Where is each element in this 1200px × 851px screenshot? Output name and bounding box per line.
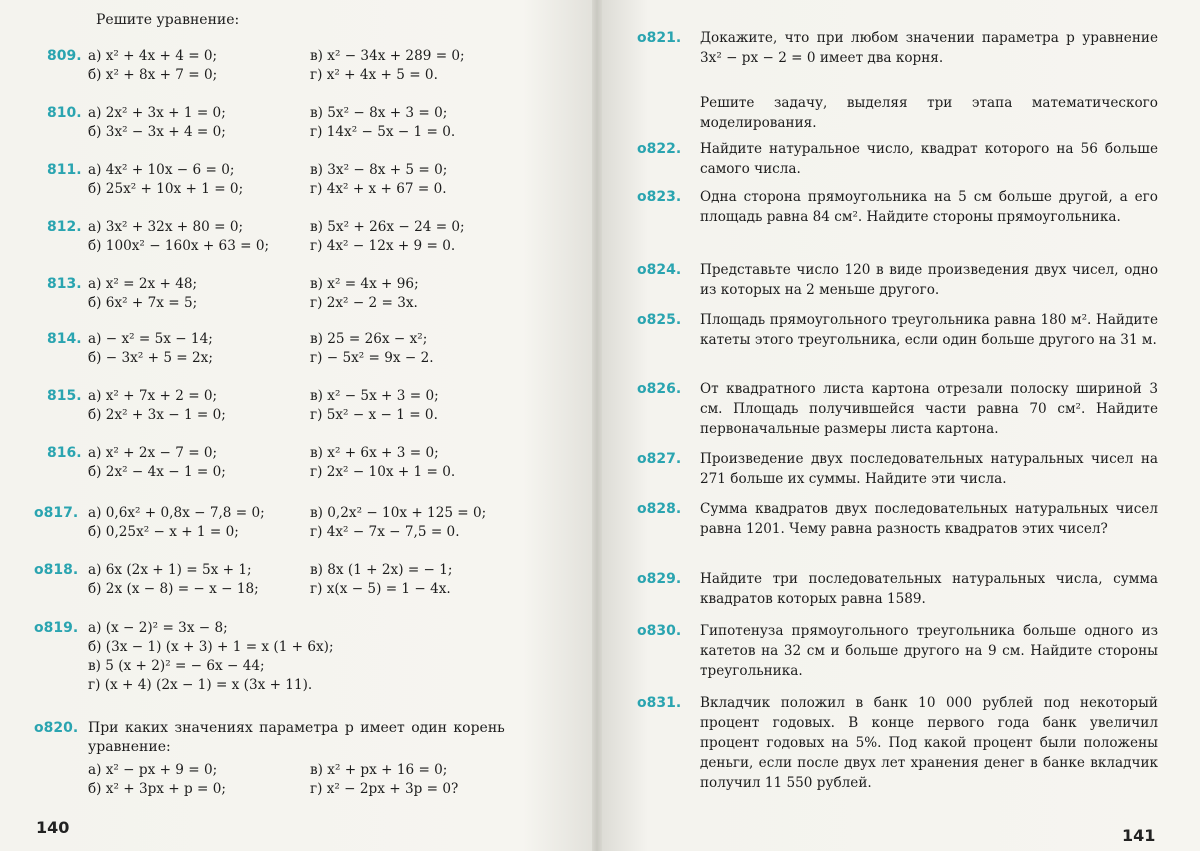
equation-v: в) 5x² + 26x − 24 = 0; <box>310 219 465 235</box>
problem-number: 809. <box>47 48 82 64</box>
equation-a: а) 2x² + 3x + 1 = 0; <box>88 105 226 121</box>
equation-v: в) x² = 4x + 96; <box>310 276 419 292</box>
equation-g: г) 4x² + x + 67 = 0. <box>310 181 447 197</box>
page-number-left: 140 <box>36 818 70 837</box>
problem-number: o828. <box>637 501 682 517</box>
equation-a: а) 3x² + 32x + 80 = 0; <box>88 219 244 235</box>
equation-v: в) 5x² − 8x + 3 = 0; <box>310 105 448 121</box>
equation-a: а) x² = 2x + 48; <box>88 276 198 292</box>
problem-number: o817. <box>34 505 79 521</box>
equation-g: г) x(x − 5) = 1 − 4x. <box>310 581 451 597</box>
equation-g: г) 2x² − 10x + 1 = 0. <box>310 464 456 480</box>
problem-number: 810. <box>47 105 82 121</box>
problem-number: 814. <box>47 331 82 347</box>
equation-a: а) x² + 2x − 7 = 0; <box>88 445 218 461</box>
equation-line: в) 5 (x + 2)² = − 6x − 44; <box>88 658 265 674</box>
equation-line: а) (x − 2)² = 3x − 8; <box>88 620 228 636</box>
equation-b: б) x² + 3px + p = 0; <box>88 781 226 797</box>
equation-a: а) x² + 4x + 4 = 0; <box>88 48 218 64</box>
problem-number: 812. <box>47 219 82 235</box>
problem-number: o818. <box>34 562 79 578</box>
problem-number: o822. <box>637 141 682 157</box>
problem-829-text: Найдите три последовательных натуральных числа, сумма квадратов которых равна 1589. <box>700 571 1158 607</box>
problem-824-text: Представьте число 120 в виде произведения двух чисел, одно из которых на 2 меньше другого. <box>700 262 1158 298</box>
problem-822-text: Найдите натуральное число, квадрат которого на 56 больше самого числа. <box>700 141 1158 177</box>
equation-b: б) 6x² + 7x = 5; <box>88 295 198 311</box>
problem-number: o823. <box>637 189 682 205</box>
section-lead: Решите уравнение: <box>96 12 240 28</box>
equation-b: б) 2x (x − 8) = − x − 18; <box>88 581 259 597</box>
equation-b: б) 100x² − 160x + 63 = 0; <box>88 238 270 254</box>
equation-b: б) − 3x² + 5 = 2x; <box>88 350 213 366</box>
problem-830-text: Гипотенуза прямоугольного треугольника больше одного из катетов на 32 см и больше другого на 9 см. Найдите стороны треугольника. <box>700 623 1158 679</box>
equation-v: в) 0,2x² − 10x + 125 = 0; <box>310 505 487 521</box>
problem-827-text: Произведение двух последовательных натуральных чисел на 271 больше их суммы. Найдите эти числа. <box>700 451 1158 487</box>
equation-v: в) x² + 6x + 3 = 0; <box>310 445 439 461</box>
problem-number: o830. <box>637 623 682 639</box>
equation-g: г) x² + 4x + 5 = 0. <box>310 67 438 83</box>
equation-b: б) 2x² − 4x − 1 = 0; <box>88 464 226 480</box>
problem-number: o825. <box>637 312 682 328</box>
equation-v: в) 3x² − 8x + 5 = 0; <box>310 162 448 178</box>
equation-line: г) (x + 4) (2x − 1) = x (3x + 11). <box>88 677 313 693</box>
equation-g: г) 2x² − 2 = 3x. <box>310 295 418 311</box>
problem-text: При каких значениях параметра p имеет один корень <box>88 720 505 736</box>
equation-b: б) x² + 8x + 7 = 0; <box>88 67 218 83</box>
book-gutter <box>592 0 602 851</box>
equation-a: а) − x² = 5x − 14; <box>88 331 213 347</box>
equation-g: г) − 5x² = 9x − 2. <box>310 350 434 366</box>
problem-823-text: Одна сторона прямоугольника на 5 см больше другой, а его площадь равна 84 см². Найдите стороны прямоугольника. <box>700 189 1158 225</box>
problem-826-text: От квадратного листа картона отрезали полоску шириной 3 см. Площадь получившейся части равна 70 см². Найдите первоначальные размеры листа картона. <box>700 381 1158 437</box>
equation-g: г) 4x² − 7x − 7,5 = 0. <box>310 524 460 540</box>
equation-v: в) 25 = 26x − x²; <box>310 331 428 347</box>
equation-a: а) 6x (2x + 1) = 5x + 1; <box>88 562 252 578</box>
problem-828-text: Сумма квадратов двух последовательных натуральных чисел равна 1201. Чему равна разность квадратов этих чисел? <box>700 501 1158 537</box>
problem-number: o831. <box>637 695 682 711</box>
problem-825-text: Площадь прямоугольного треугольника равна 180 м². Найдите катеты этого треугольника, если один больше другого на 31 м. <box>700 312 1158 348</box>
problem-831-text: Вкладчик положил в банк 10 000 рублей под некоторый процент годовых. В конце первого года банк увеличил процент годовых на 5%. Под какой процент были положены деньги, если после двух лет хранения денег в банке вкладчик получил 11 550 рублей. <box>700 695 1158 791</box>
equation-g: г) 5x² − x − 1 = 0. <box>310 407 438 423</box>
problem-number: o829. <box>637 571 682 587</box>
page-number-right: 141 <box>1122 826 1156 845</box>
problem-number: o827. <box>637 451 682 467</box>
equation-g: г) 4x² − 12x + 9 = 0. <box>310 238 456 254</box>
equation-v: в) x² − 5x + 3 = 0; <box>310 388 439 404</box>
equation-v: в) x² − 34x + 289 = 0; <box>310 48 465 64</box>
problem-number: o824. <box>637 262 682 278</box>
equation-v: в) x² + px + 16 = 0; <box>310 762 448 778</box>
problem-number: o819. <box>34 620 79 636</box>
equation-a: а) 0,6x² + 0,8x − 7,8 = 0; <box>88 505 265 521</box>
equation-g: г) 14x² − 5x − 1 = 0. <box>310 124 456 140</box>
problem-text: уравнение: <box>88 739 171 755</box>
section-intro: Решите задачу, выделяя три этапа математического моделирования. <box>700 95 1158 131</box>
problem-number: o820. <box>34 720 79 736</box>
problem-number: 813. <box>47 276 82 292</box>
equation-b: б) 2x² + 3x − 1 = 0; <box>88 407 226 423</box>
problem-number: 816. <box>47 445 82 461</box>
problem-number: 815. <box>47 388 82 404</box>
equation-a: а) x² − px + 9 = 0; <box>88 762 218 778</box>
equation-a: а) 4x² + 10x − 6 = 0; <box>88 162 235 178</box>
equation-line: б) (3x − 1) (x + 3) + 1 = x (1 + 6x); <box>88 639 334 655</box>
equation-g: г) x² − 2px + 3p = 0? <box>310 781 459 797</box>
problem-number: o826. <box>637 381 682 397</box>
equation-b: б) 3x² − 3x + 4 = 0; <box>88 124 226 140</box>
equation-b: б) 25x² + 10x + 1 = 0; <box>88 181 244 197</box>
equation-b: б) 0,25x² − x + 1 = 0; <box>88 524 239 540</box>
equation-a: а) x² + 7x + 2 = 0; <box>88 388 218 404</box>
problem-number: 811. <box>47 162 82 178</box>
problem-821-text: Докажите, что при любом значении параметра p уравнение 3x² − px − 2 = 0 имеет два корня. <box>700 30 1158 66</box>
equation-v: в) 8x (1 + 2x) = − 1; <box>310 562 453 578</box>
problem-number: o821. <box>637 30 682 46</box>
